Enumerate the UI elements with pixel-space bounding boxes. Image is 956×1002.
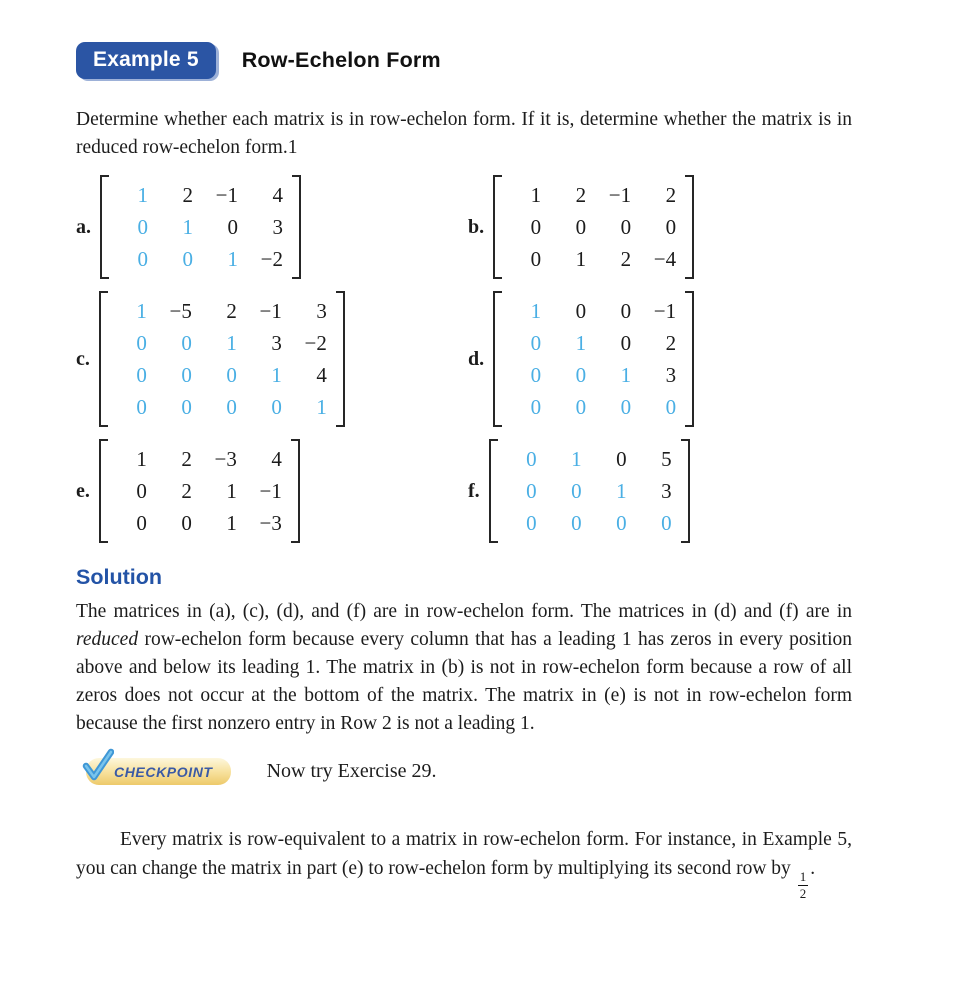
matrix-cell: 0 (571, 511, 582, 535)
matrix-bracket-left (493, 291, 502, 427)
matrix-cell: 1 (571, 447, 582, 471)
matrix-bracket-right (681, 439, 690, 543)
matrix-bracket-left (489, 439, 498, 543)
matrix-cell: −2 (304, 331, 327, 355)
checkpoint-badge (86, 758, 231, 785)
matrix-cell: 0 (136, 363, 147, 387)
matrix-cell: 0 (526, 511, 537, 535)
matrix-cell: 0 (620, 331, 632, 355)
matrix-cell: 0 (530, 215, 542, 239)
matrix-cell: 2 (182, 183, 193, 207)
matrix-cell: 0 (526, 447, 537, 471)
matrix-cell: 0 (226, 395, 237, 419)
matrix-cells (498, 439, 681, 543)
matrix-cell: 0 (181, 331, 192, 355)
matrix-cell: 0 (227, 215, 238, 239)
matrix-cell: 0 (226, 363, 237, 387)
matrix-cell: 2 (181, 447, 192, 471)
matrix-body (489, 439, 690, 543)
matrix-cell: 0 (575, 363, 587, 387)
matrix-cell: 0 (526, 479, 537, 503)
closing-paragraph (76, 825, 852, 900)
matrix-label: a. (76, 215, 91, 238)
fraction-numerator: 1 (799, 869, 807, 884)
matrix-label: d. (468, 347, 485, 370)
matrix-cell: 1 (227, 247, 238, 271)
matrix-a (76, 175, 468, 279)
matrix-cell: 3 (271, 331, 282, 355)
solution-text-after: row-echelon form because every column that has a leading 1 has zeros in every position above and below its leading 1. The matrix in (b) is not in row-echelon form because a row of all zeros does not occur at the bottom of the matrix. The matrix in (e) is not in row-echelon form because the first nonzero entry in Row 2 is not a leading 1. (76, 629, 852, 734)
matrix-cell: 1 (575, 247, 587, 271)
closing-text-after: . (810, 858, 816, 879)
matrices-grid (76, 175, 852, 543)
matrix-cell: −3 (214, 447, 237, 471)
matrix-cell: 1 (226, 511, 237, 535)
matrix-body (99, 291, 345, 427)
matrix-bracket-right (336, 291, 345, 427)
matrix-cell: 4 (272, 183, 283, 207)
matrix-f (468, 439, 852, 543)
matrix-cell: 0 (665, 395, 677, 419)
matrix-label: c. (76, 347, 90, 370)
matrix-cell: 0 (137, 215, 148, 239)
matrix-cell: 1 (575, 331, 587, 355)
matrix-cell: 0 (571, 479, 582, 503)
matrix-cell: 1 (616, 479, 627, 503)
matrix-label: f. (468, 479, 480, 502)
matrix-cell: 0 (181, 511, 192, 535)
matrix-bracket-right (291, 439, 300, 543)
matrix-b (468, 175, 852, 279)
matrix-cell: −3 (259, 511, 282, 535)
matrix-cells (109, 175, 292, 279)
matrix-cell: −1 (259, 479, 282, 503)
matrix-cell: 0 (616, 447, 627, 471)
example-header (76, 42, 852, 79)
matrix-cell: 0 (136, 511, 147, 535)
matrix-cell: −5 (169, 299, 192, 323)
matrix-cell: 0 (575, 299, 587, 323)
matrix-cell: 4 (316, 363, 327, 387)
matrix-cell: 0 (181, 363, 192, 387)
matrix-cell: 4 (271, 447, 282, 471)
matrix-cell: 2 (620, 247, 632, 271)
matrix-cell: 0 (137, 247, 148, 271)
matrix-c (76, 291, 468, 427)
matrix-body (493, 291, 694, 427)
matrix-cell: 0 (575, 215, 587, 239)
fraction-denominator: 2 (799, 886, 807, 901)
checkpoint-badge-label: CHECKPOINT (114, 763, 213, 780)
closing-text-before: Every matrix is row-equivalent to a matrix in row-echelon form. For instance, in Example 5, you can change the matrix in part (e) to row-echelon form by multiplying its second row by (76, 829, 852, 879)
matrix-body (99, 439, 300, 543)
solution-paragraph (76, 598, 852, 738)
matrix-label: b. (468, 215, 485, 238)
matrix-bracket-right (685, 291, 694, 427)
matrix-cell: 5 (661, 447, 672, 471)
matrix-cells (502, 175, 685, 279)
matrix-cell: 0 (530, 395, 542, 419)
matrix-cell: 0 (136, 395, 147, 419)
matrix-bracket-right (685, 175, 694, 279)
matrix-bracket-left (100, 175, 109, 279)
matrix-d (468, 291, 852, 427)
matrix-cell: 0 (530, 247, 542, 271)
matrix-bracket-left (99, 291, 108, 427)
matrix-cell: 1 (530, 183, 542, 207)
fraction-one-half (798, 870, 809, 900)
matrix-cell: 0 (136, 479, 147, 503)
matrix-body (493, 175, 694, 279)
checkpoint-text: Now try Exercise 29. (266, 760, 437, 782)
matrix-cell: 3 (316, 299, 327, 323)
matrix-cell: 1 (136, 447, 147, 471)
matrix-cell: 0 (620, 299, 632, 323)
matrix-cell: 2 (575, 183, 587, 207)
matrix-cell: 1 (136, 299, 147, 323)
matrix-bracket-right (292, 175, 301, 279)
matrix-cell: 2 (665, 183, 677, 207)
matrix-cell: 0 (661, 511, 672, 535)
matrix-cell: 0 (575, 395, 587, 419)
matrix-cell: 0 (665, 215, 677, 239)
matrix-body (100, 175, 301, 279)
matrix-cell: 1 (620, 363, 632, 387)
matrix-cell: 0 (530, 331, 542, 355)
matrix-cell: 1 (226, 479, 237, 503)
matrix-cell: 1 (182, 215, 193, 239)
matrix-cell: 0 (620, 395, 632, 419)
example-badge: Example 5 (76, 42, 216, 79)
matrix-cell: 3 (661, 479, 672, 503)
matrix-cell: 1 (137, 183, 148, 207)
matrix-cell: 3 (272, 215, 283, 239)
matrix-cell: −1 (259, 299, 282, 323)
matrix-cell: 0 (620, 215, 632, 239)
matrix-cell: −1 (653, 299, 677, 323)
matrix-cells (108, 291, 336, 427)
matrix-cell: −1 (608, 183, 632, 207)
matrix-cell: −2 (260, 247, 283, 271)
matrix-cell: 0 (136, 331, 147, 355)
matrix-cell: 2 (226, 299, 237, 323)
matrix-cell: 1 (316, 395, 327, 419)
matrix-cell: −4 (653, 247, 677, 271)
solution-text-before: The matrices in (a), (c), (d), and (f) are in row-echelon form. The matrices in (d) and (f) are in (76, 601, 852, 622)
matrix-cell: 3 (665, 363, 677, 387)
matrix-cell: 0 (530, 363, 542, 387)
matrix-cell: 1 (271, 363, 282, 387)
matrix-cell: −1 (215, 183, 238, 207)
matrix-cell: 0 (182, 247, 193, 271)
checkmark-icon (82, 748, 114, 782)
matrix-cell: 2 (181, 479, 192, 503)
matrix-cell: 0 (181, 395, 192, 419)
solution-italic-word: reduced (76, 629, 139, 650)
matrix-cell: 2 (665, 331, 677, 355)
matrix-cell: 1 (530, 299, 542, 323)
matrix-e (76, 439, 468, 543)
matrix-cells (502, 291, 685, 427)
matrix-bracket-left (99, 439, 108, 543)
matrix-label: e. (76, 479, 90, 502)
matrix-cell: 0 (271, 395, 282, 419)
matrix-cells (108, 439, 291, 543)
intro-paragraph: Determine whether each matrix is in row-echelon form. If it is, determine whether the matrix is in reduced row-echelon form.1 (76, 109, 852, 158)
matrix-cell: 0 (616, 511, 627, 535)
solution-heading: Solution (76, 565, 162, 589)
matrix-cell: 1 (226, 331, 237, 355)
checkpoint-row (86, 758, 852, 785)
matrix-bracket-left (493, 175, 502, 279)
example-title: Row-Echelon Form (241, 48, 441, 72)
